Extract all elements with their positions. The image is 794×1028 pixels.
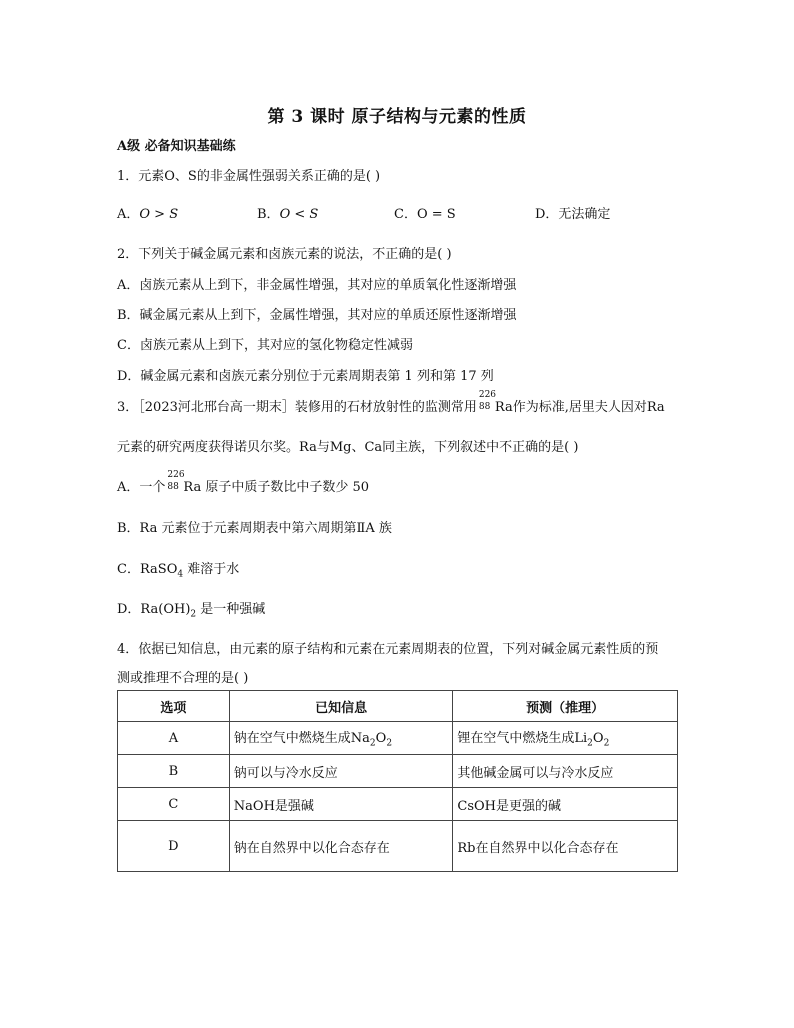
info-table bbox=[117, 690, 678, 872]
table-cell-prediction: 锂在空气中燃烧生成$Li_2O_2$ bbox=[453, 722, 678, 755]
section-heading: A级 必备知识基础练 bbox=[117, 139, 236, 154]
question-2-option-b: B．碱金属元素从上到下，金属性增强，其对应的单质还原性逐渐增强 bbox=[117, 308, 517, 323]
table-cell-prediction: CsOH是更强的碱 bbox=[453, 788, 678, 821]
question-3-option-b: B．Ra 元素位于元素周期表中第六周期第ⅡA 族 bbox=[117, 521, 392, 536]
table-header: 预测（推理） bbox=[453, 691, 678, 722]
question-2-stem: 2．下列关于碱金属元素和卤族元素的说法，不正确的是( ) bbox=[117, 247, 452, 262]
nuclide-symbol: 226 88 bbox=[478, 390, 497, 412]
page-title: 第 3 课时 原子结构与元素的性质 bbox=[267, 107, 527, 127]
table-row bbox=[118, 755, 678, 788]
table-cell-info: NaOH是强碱 bbox=[229, 788, 453, 821]
table-cell-prediction: Rb在自然界中以化合态存在 bbox=[453, 821, 678, 872]
question-3-option-a: A．一个 226 88 Ra 原子中质子数比中子数少 50 bbox=[117, 470, 370, 495]
table-cell-option: B bbox=[118, 755, 230, 788]
table-cell-info: 钠在自然界中以化合态存在 bbox=[229, 821, 453, 872]
question-2-option-a: A．卤族元素从上到下，非金属性增强，其对应的单质氧化性逐渐增强 bbox=[117, 278, 517, 293]
table-cell-option: C bbox=[118, 788, 230, 821]
table-cell-option: A bbox=[118, 722, 230, 755]
question-3-stem-line-2: 元素的研究两度获得诺贝尔奖。Ra与Mg、Ca同主族，下列叙述中不正确的是( ) bbox=[117, 440, 579, 455]
question-1-option-b: B．O < S bbox=[257, 207, 319, 222]
question-2-option-c: C．卤族元素从上到下，其对应的氢化物稳定性减弱 bbox=[117, 338, 413, 353]
question-4-stem-line-2: 测或推理不合理的是( ) bbox=[117, 671, 249, 686]
table-cell-info: 钠可以与冷水反应 bbox=[229, 755, 453, 788]
question-1-option-c: C．O = S bbox=[394, 207, 456, 222]
question-3-option-d: D．$Ra(OH)_2$ 是一种强碱 bbox=[117, 602, 266, 620]
table-header: 选项 bbox=[118, 691, 230, 722]
question-1-option-d: D．无法确定 bbox=[535, 207, 611, 222]
question-3-stem: 3．［2023河北邢台高一期末］装修用的石材放射性的监测常用 226 88 Ra作为标准,居里夫人因对Ra bbox=[117, 390, 665, 415]
table-row bbox=[118, 788, 678, 821]
table-header-row bbox=[118, 691, 678, 722]
question-1-option-a: A．O > S bbox=[117, 207, 179, 222]
table-row bbox=[118, 722, 678, 755]
table-cell-option: D bbox=[118, 821, 230, 872]
table-header: 已知信息 bbox=[229, 691, 453, 722]
table-row bbox=[118, 821, 678, 872]
question-4-stem: 4．依据已知信息，由元素的原子结构和元素在元素周期表的位置，下列对碱金属元素性质的预 bbox=[117, 642, 659, 657]
table-cell-info: 钠在空气中燃烧生成$Na_2O_2$ bbox=[229, 722, 453, 755]
question-3-option-c: C．RaSO$_4$ 难溶于水 bbox=[117, 562, 240, 580]
table-cell-prediction: 其他碱金属可以与冷水反应 bbox=[453, 755, 678, 788]
question-2-option-d: D．碱金属元素和卤族元素分别位于元素周期表第 1 列和第 17 列 bbox=[117, 369, 494, 384]
question-1-stem: 1．元素O、S的非金属性强弱关系正确的是( ) bbox=[117, 169, 381, 184]
